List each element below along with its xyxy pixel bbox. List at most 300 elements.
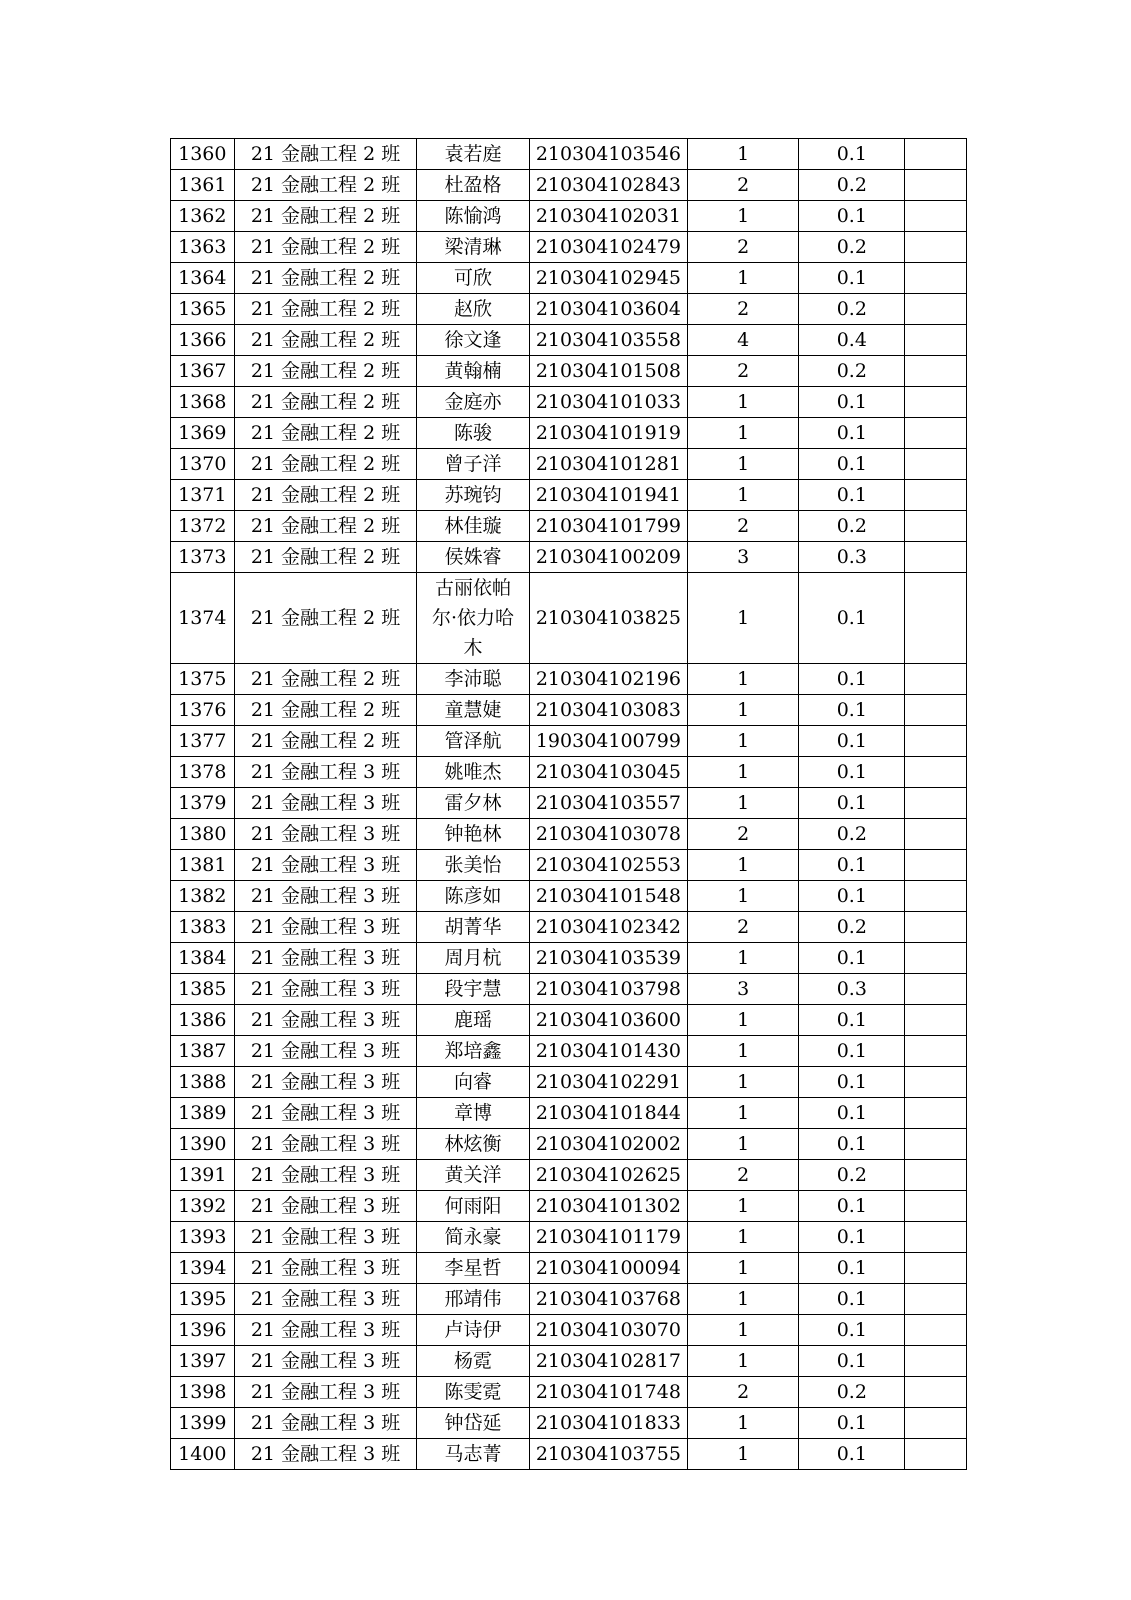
student-id-cell: 210304102479 [529, 232, 688, 263]
note-cell [905, 387, 967, 418]
count-cell: 1 [688, 449, 799, 480]
score-cell: 0.2 [799, 511, 905, 542]
student-name-text: 黄关洋 [444, 1164, 502, 1186]
student-name-cell [417, 542, 529, 573]
table-row [171, 695, 967, 726]
count-cell: 1 [688, 1067, 799, 1098]
student-id-cell: 210304101799 [529, 511, 688, 542]
count-cell: 2 [688, 356, 799, 387]
student-name-cell [417, 1315, 529, 1346]
count-cell: 1 [688, 664, 799, 695]
count-cell: 1 [688, 480, 799, 511]
student-name-text: 向睿 [454, 1071, 493, 1093]
table-row [171, 418, 967, 449]
student-id-cell: 210304102291 [529, 1067, 688, 1098]
row-number-cell: 1382 [171, 881, 235, 912]
note-cell [905, 139, 967, 170]
row-number-cell: 1361 [171, 170, 235, 201]
student-id-cell: 210304101508 [529, 356, 688, 387]
score-cell: 0.2 [799, 912, 905, 943]
score-cell: 0.1 [799, 850, 905, 881]
score-cell: 0.1 [799, 1253, 905, 1284]
note-cell [905, 1408, 967, 1439]
student-name-cell [417, 170, 529, 201]
class-name-cell: 21 金融工程 3 班 [234, 1439, 417, 1470]
student-name-text: 李星哲 [444, 1257, 502, 1279]
student-name-cell [417, 573, 529, 664]
student-id-cell: 210304101919 [529, 418, 688, 449]
class-name-cell: 21 金融工程 2 班 [234, 449, 417, 480]
note-cell [905, 1346, 967, 1377]
count-cell: 2 [688, 511, 799, 542]
student-name-cell [417, 480, 529, 511]
table-row [171, 294, 967, 325]
score-cell: 0.2 [799, 819, 905, 850]
student-name-cell [417, 788, 529, 819]
row-number-cell: 1378 [171, 757, 235, 788]
class-name-cell: 21 金融工程 2 班 [234, 139, 417, 170]
student-name-text: 陈雯霓 [444, 1381, 502, 1403]
student-name-cell [417, 1377, 529, 1408]
student-name-text: 袁若庭 [444, 143, 502, 165]
score-cell: 0.2 [799, 1160, 905, 1191]
table-row [171, 542, 967, 573]
student-name-cell [417, 232, 529, 263]
count-cell: 1 [688, 757, 799, 788]
row-number-cell: 1376 [171, 695, 235, 726]
row-number-cell: 1365 [171, 294, 235, 325]
row-number-cell: 1391 [171, 1160, 235, 1191]
score-cell: 0.2 [799, 294, 905, 325]
note-cell [905, 263, 967, 294]
student-name-cell [417, 387, 529, 418]
table-row [171, 943, 967, 974]
row-number-cell: 1375 [171, 664, 235, 695]
student-id-cell: 210304100094 [529, 1253, 688, 1284]
table-row [171, 1098, 967, 1129]
student-name-text: 雷夕林 [444, 792, 502, 814]
class-name-cell: 21 金融工程 3 班 [234, 1067, 417, 1098]
score-cell: 0.1 [799, 387, 905, 418]
score-cell: 0.1 [799, 1408, 905, 1439]
class-name-cell: 21 金融工程 2 班 [234, 573, 417, 664]
student-name-text: 郑培鑫 [444, 1040, 502, 1062]
student-name-cell [417, 943, 529, 974]
class-name-cell: 21 金融工程 3 班 [234, 1036, 417, 1067]
student-name-text: 马志菁 [444, 1443, 502, 1465]
student-id-cell: 210304101548 [529, 881, 688, 912]
student-name-text: 林炫衡 [444, 1133, 502, 1155]
student-name-cell [417, 1408, 529, 1439]
score-cell: 0.2 [799, 232, 905, 263]
class-name-cell: 21 金融工程 3 班 [234, 1253, 417, 1284]
count-cell: 2 [688, 912, 799, 943]
score-cell: 0.3 [799, 974, 905, 1005]
student-name-cell [417, 418, 529, 449]
table-row [171, 1439, 967, 1470]
student-name-cell [417, 1253, 529, 1284]
student-name-cell [417, 850, 529, 881]
table-row [171, 1284, 967, 1315]
score-cell: 0.4 [799, 325, 905, 356]
student-id-cell: 210304101844 [529, 1098, 688, 1129]
student-name-text: 卢诗伊 [444, 1319, 502, 1341]
row-number-cell: 1383 [171, 912, 235, 943]
note-cell [905, 201, 967, 232]
count-cell: 1 [688, 1408, 799, 1439]
note-cell [905, 1253, 967, 1284]
score-cell: 0.1 [799, 664, 905, 695]
row-number-cell: 1390 [171, 1129, 235, 1160]
row-number-cell: 1363 [171, 232, 235, 263]
class-name-cell: 21 金融工程 3 班 [234, 819, 417, 850]
note-cell [905, 449, 967, 480]
row-number-cell: 1377 [171, 726, 235, 757]
note-cell [905, 325, 967, 356]
class-name-cell: 21 金融工程 3 班 [234, 1284, 417, 1315]
note-cell [905, 232, 967, 263]
count-cell: 1 [688, 1191, 799, 1222]
student-id-cell: 210304102817 [529, 1346, 688, 1377]
row-number-cell: 1388 [171, 1067, 235, 1098]
row-number-cell: 1366 [171, 325, 235, 356]
class-name-cell: 21 金融工程 3 班 [234, 1191, 417, 1222]
row-number-cell: 1367 [171, 356, 235, 387]
student-name-text: 黄翰楠 [444, 360, 502, 382]
table-row [171, 664, 967, 695]
note-cell [905, 664, 967, 695]
table-row [171, 387, 967, 418]
note-cell [905, 788, 967, 819]
score-cell: 0.1 [799, 1315, 905, 1346]
table-row [171, 1191, 967, 1222]
student-id-cell: 190304100799 [529, 726, 688, 757]
note-cell [905, 1098, 967, 1129]
table-row [171, 1036, 967, 1067]
student-id-cell: 210304102196 [529, 664, 688, 695]
note-cell [905, 974, 967, 1005]
count-cell: 1 [688, 1222, 799, 1253]
count-cell: 1 [688, 1005, 799, 1036]
row-number-cell: 1392 [171, 1191, 235, 1222]
student-name-cell [417, 356, 529, 387]
table-row [171, 511, 967, 542]
note-cell [905, 1036, 967, 1067]
row-number-cell: 1386 [171, 1005, 235, 1036]
score-cell: 0.1 [799, 726, 905, 757]
class-name-cell: 21 金融工程 2 班 [234, 695, 417, 726]
note-cell [905, 356, 967, 387]
row-number-cell: 1389 [171, 1098, 235, 1129]
count-cell: 2 [688, 232, 799, 263]
count-cell: 1 [688, 263, 799, 294]
table-row [171, 201, 967, 232]
score-cell: 0.1 [799, 201, 905, 232]
count-cell: 1 [688, 1129, 799, 1160]
table-row [171, 974, 967, 1005]
row-number-cell: 1370 [171, 449, 235, 480]
count-cell: 1 [688, 943, 799, 974]
class-name-cell: 21 金融工程 3 班 [234, 974, 417, 1005]
student-id-cell: 210304102625 [529, 1160, 688, 1191]
student-name-cell [417, 1129, 529, 1160]
student-name-text: 苏琬钧 [444, 484, 502, 506]
table-row [171, 819, 967, 850]
student-id-cell: 210304103798 [529, 974, 688, 1005]
count-cell: 3 [688, 542, 799, 573]
row-number-cell: 1385 [171, 974, 235, 1005]
row-number-cell: 1400 [171, 1439, 235, 1470]
row-number-cell: 1398 [171, 1377, 235, 1408]
class-name-cell: 21 金融工程 3 班 [234, 1098, 417, 1129]
score-cell: 0.1 [799, 1067, 905, 1098]
student-id-cell: 210304103768 [529, 1284, 688, 1315]
table-row [171, 881, 967, 912]
table-row [171, 232, 967, 263]
row-number-cell: 1396 [171, 1315, 235, 1346]
score-cell: 0.1 [799, 480, 905, 511]
student-name-text: 胡菁华 [444, 916, 502, 938]
class-name-cell: 21 金融工程 3 班 [234, 850, 417, 881]
note-cell [905, 1377, 967, 1408]
row-number-cell: 1371 [171, 480, 235, 511]
note-cell [905, 850, 967, 881]
student-id-cell: 210304103825 [529, 573, 688, 664]
score-cell: 0.1 [799, 449, 905, 480]
student-name-text: 曾子洋 [444, 453, 502, 475]
count-cell: 3 [688, 974, 799, 1005]
class-name-cell: 21 金融工程 2 班 [234, 664, 417, 695]
count-cell: 2 [688, 1377, 799, 1408]
count-cell: 1 [688, 1439, 799, 1470]
student-name-cell [417, 1284, 529, 1315]
student-name-text: 徐文逢 [444, 329, 502, 351]
student-name-cell [417, 1191, 529, 1222]
row-number-cell: 1393 [171, 1222, 235, 1253]
class-name-cell: 21 金融工程 3 班 [234, 943, 417, 974]
student-name-text: 杜盈格 [444, 174, 502, 196]
note-cell [905, 170, 967, 201]
score-cell: 0.1 [799, 1005, 905, 1036]
student-name-text: 章博 [454, 1102, 493, 1124]
count-cell: 1 [688, 201, 799, 232]
count-cell: 1 [688, 139, 799, 170]
student-id-cell: 210304102002 [529, 1129, 688, 1160]
note-cell [905, 1160, 967, 1191]
class-name-cell: 21 金融工程 2 班 [234, 387, 417, 418]
class-name-cell: 21 金融工程 2 班 [234, 726, 417, 757]
student-id-cell: 210304103755 [529, 1439, 688, 1470]
table-row [171, 1129, 967, 1160]
student-name-cell [417, 1098, 529, 1129]
student-id-cell: 210304103539 [529, 943, 688, 974]
row-number-cell: 1372 [171, 511, 235, 542]
student-id-cell: 210304103546 [529, 139, 688, 170]
class-name-cell: 21 金融工程 3 班 [234, 1222, 417, 1253]
note-cell [905, 1439, 967, 1470]
student-name-text: 赵欣 [454, 298, 493, 320]
table-row [171, 1346, 967, 1377]
student-name-cell [417, 449, 529, 480]
class-name-cell: 21 金融工程 3 班 [234, 912, 417, 943]
student-name-text: 邢靖伟 [444, 1288, 502, 1310]
row-number-cell: 1364 [171, 263, 235, 294]
row-number-cell: 1362 [171, 201, 235, 232]
note-cell [905, 418, 967, 449]
count-cell: 2 [688, 819, 799, 850]
count-cell: 1 [688, 1284, 799, 1315]
class-name-cell: 21 金融工程 3 班 [234, 1346, 417, 1377]
note-cell [905, 819, 967, 850]
student-name-cell [417, 1439, 529, 1470]
row-number-cell: 1397 [171, 1346, 235, 1377]
note-cell [905, 1284, 967, 1315]
student-id-cell: 210304101748 [529, 1377, 688, 1408]
note-cell [905, 1005, 967, 1036]
note-cell [905, 695, 967, 726]
score-cell: 0.1 [799, 1191, 905, 1222]
student-id-cell: 210304101302 [529, 1191, 688, 1222]
note-cell [905, 1222, 967, 1253]
count-cell: 2 [688, 294, 799, 325]
student-name-text: 钟艳林 [444, 823, 502, 845]
student-id-cell: 210304103078 [529, 819, 688, 850]
student-id-cell: 210304102945 [529, 263, 688, 294]
class-name-cell: 21 金融工程 2 班 [234, 542, 417, 573]
note-cell [905, 1191, 967, 1222]
student-name-cell [417, 1005, 529, 1036]
table-row [171, 449, 967, 480]
row-number-cell: 1368 [171, 387, 235, 418]
table-row [171, 356, 967, 387]
student-id-cell: 210304101430 [529, 1036, 688, 1067]
class-name-cell: 21 金融工程 3 班 [234, 1129, 417, 1160]
table-row [171, 1067, 967, 1098]
student-name-text: 陈愉鸿 [444, 205, 502, 227]
student-name-text: 林佳璇 [444, 515, 502, 537]
row-number-cell: 1373 [171, 542, 235, 573]
table-row [171, 1253, 967, 1284]
count-cell: 1 [688, 573, 799, 664]
note-cell [905, 294, 967, 325]
row-number-cell: 1395 [171, 1284, 235, 1315]
student-name-cell [417, 819, 529, 850]
table-row [171, 1377, 967, 1408]
class-name-cell: 21 金融工程 2 班 [234, 480, 417, 511]
student-id-cell: 210304101033 [529, 387, 688, 418]
score-cell: 0.2 [799, 1377, 905, 1408]
score-cell: 0.1 [799, 263, 905, 294]
student-name-text: 钟岱延 [444, 1412, 502, 1434]
class-name-cell: 21 金融工程 2 班 [234, 511, 417, 542]
count-cell: 1 [688, 1036, 799, 1067]
table-row [171, 1315, 967, 1346]
score-cell: 0.1 [799, 788, 905, 819]
student-name-text: 简永豪 [444, 1226, 502, 1248]
note-cell [905, 757, 967, 788]
score-cell: 0.1 [799, 1129, 905, 1160]
class-name-cell: 21 金融工程 2 班 [234, 325, 417, 356]
student-name-text: 陈彦如 [444, 885, 502, 907]
table-row [171, 850, 967, 881]
table-row [171, 1160, 967, 1191]
class-name-cell: 21 金融工程 3 班 [234, 881, 417, 912]
student-name-cell [417, 1067, 529, 1098]
row-number-cell: 1374 [171, 573, 235, 664]
student-id-cell: 210304102843 [529, 170, 688, 201]
student-name-cell [417, 912, 529, 943]
student-name-text: 李沛聪 [444, 668, 502, 690]
count-cell: 1 [688, 1253, 799, 1284]
student-id-cell: 210304103600 [529, 1005, 688, 1036]
note-cell [905, 573, 967, 664]
row-number-cell: 1380 [171, 819, 235, 850]
student-name-cell [417, 1160, 529, 1191]
student-id-cell: 210304103558 [529, 325, 688, 356]
note-cell [905, 943, 967, 974]
student-id-cell: 210304100209 [529, 542, 688, 573]
score-cell: 0.1 [799, 881, 905, 912]
student-name-text: 周月杭 [444, 947, 502, 969]
class-name-cell: 21 金融工程 2 班 [234, 263, 417, 294]
student-name-text: 侯姝睿 [444, 546, 502, 568]
row-number-cell: 1379 [171, 788, 235, 819]
class-name-cell: 21 金融工程 3 班 [234, 788, 417, 819]
student-name-text: 姚唯杰 [444, 761, 502, 783]
row-number-cell: 1384 [171, 943, 235, 974]
row-number-cell: 1369 [171, 418, 235, 449]
table-row [171, 1005, 967, 1036]
count-cell: 1 [688, 1315, 799, 1346]
student-name-text: 梁清琳 [444, 236, 502, 258]
student-name-cell [417, 325, 529, 356]
student-id-cell: 210304102342 [529, 912, 688, 943]
score-cell: 0.1 [799, 1284, 905, 1315]
student-name-cell [417, 511, 529, 542]
row-number-cell: 1394 [171, 1253, 235, 1284]
student-name-text: 何雨阳 [444, 1195, 502, 1217]
student-name-cell [417, 664, 529, 695]
table-body [171, 139, 967, 1470]
note-cell [905, 511, 967, 542]
row-number-cell: 1381 [171, 850, 235, 881]
note-cell [905, 881, 967, 912]
student-id-cell: 210304102553 [529, 850, 688, 881]
class-name-cell: 21 金融工程 3 班 [234, 1408, 417, 1439]
student-name-text: 段宇慧 [444, 978, 502, 1000]
note-cell [905, 1129, 967, 1160]
score-cell: 0.1 [799, 1098, 905, 1129]
class-name-cell: 21 金融工程 2 班 [234, 294, 417, 325]
student-id-cell: 210304103070 [529, 1315, 688, 1346]
score-cell: 0.2 [799, 170, 905, 201]
student-name-text: 张美怡 [444, 854, 502, 876]
count-cell: 1 [688, 726, 799, 757]
student-name-text: 鹿瑶 [454, 1009, 493, 1031]
student-name-text: 古丽依帕尔·依力哈木 [431, 577, 515, 659]
student-name-cell [417, 1036, 529, 1067]
student-name-cell [417, 881, 529, 912]
score-cell: 0.1 [799, 418, 905, 449]
student-name-text: 童慧婕 [444, 699, 502, 721]
table-row [171, 263, 967, 294]
score-cell: 0.1 [799, 695, 905, 726]
table-row [171, 573, 967, 664]
student-id-cell: 210304101941 [529, 480, 688, 511]
score-cell: 0.1 [799, 139, 905, 170]
row-number-cell: 1360 [171, 139, 235, 170]
student-name-cell [417, 695, 529, 726]
